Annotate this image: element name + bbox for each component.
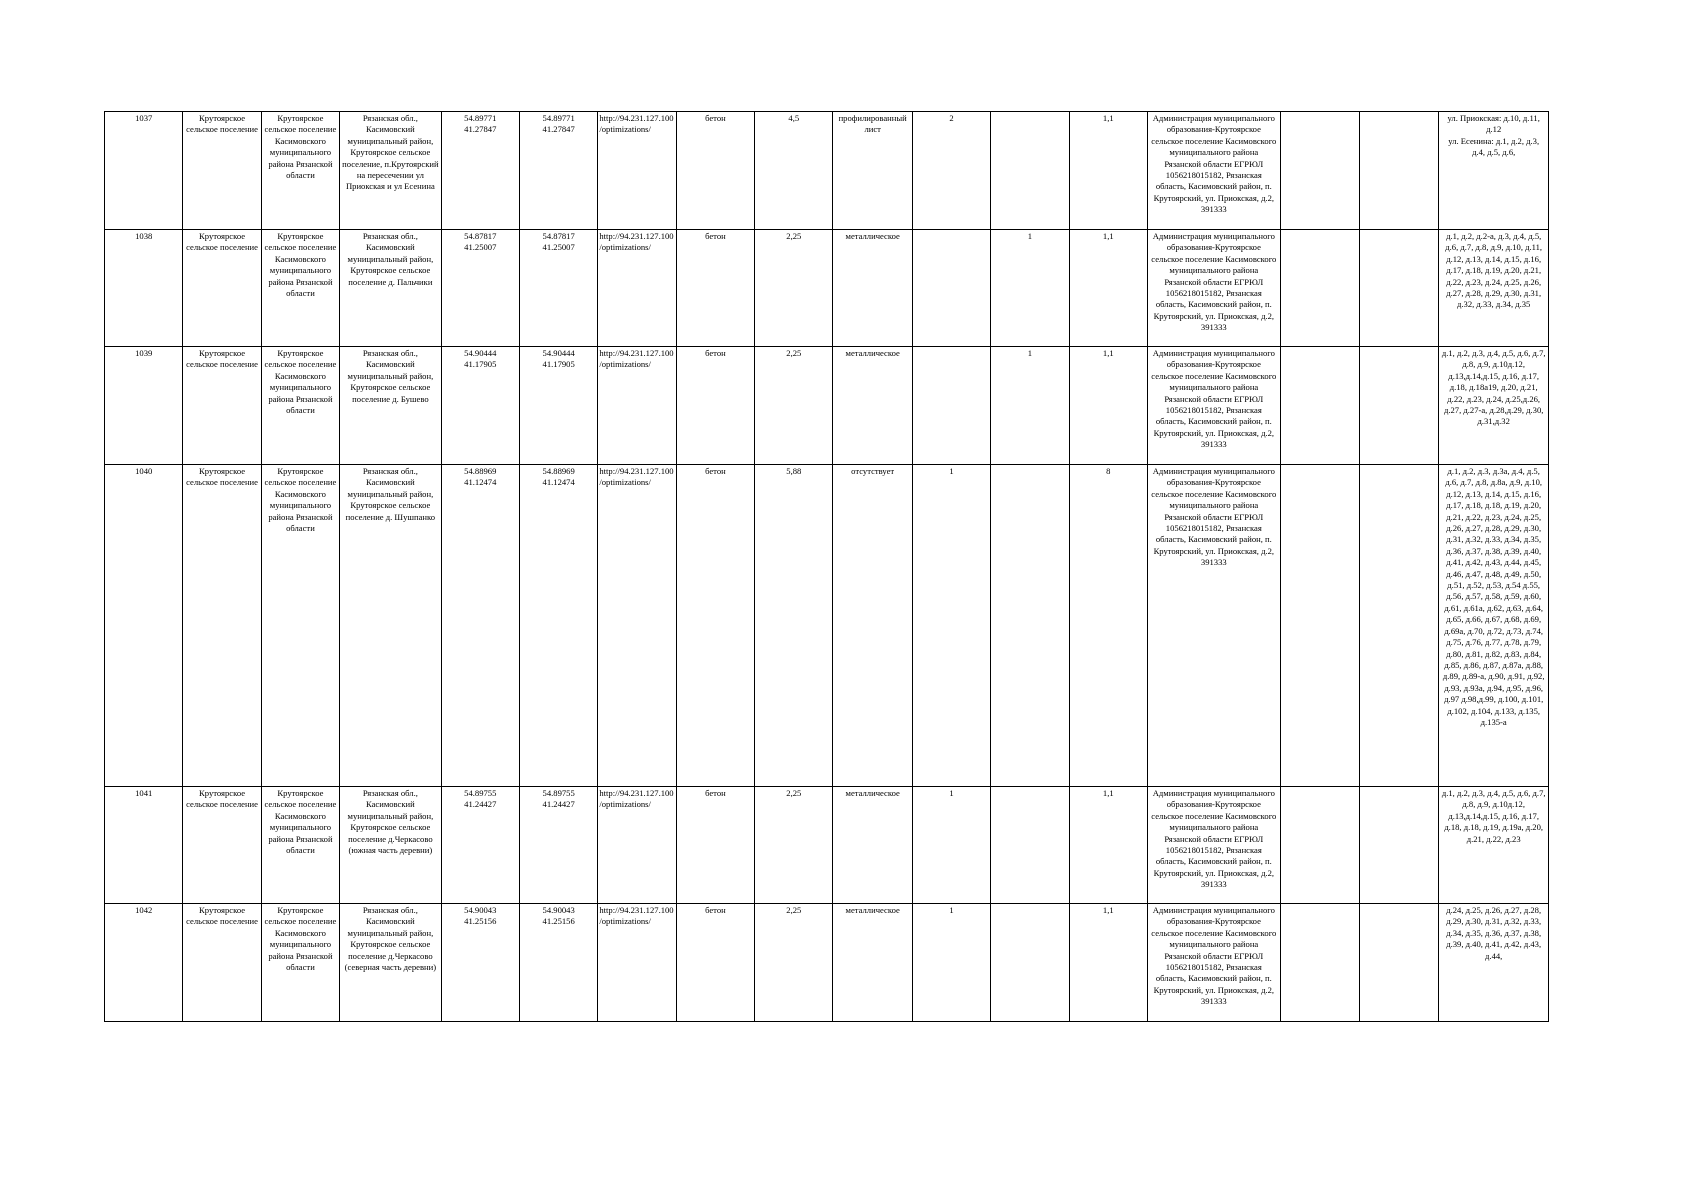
empty-cell <box>1360 465 1439 787</box>
latitude-value: 54.88969 <box>464 466 497 476</box>
fence-cell: металлическое <box>833 230 912 347</box>
owner-body-cell: Крутоярское сельское поселение Касимовского муниципального района Рязанской области <box>261 230 339 347</box>
fence-cell: металлическое <box>833 904 912 1022</box>
longitude-value: 41.27847 <box>464 124 497 135</box>
longitude-value: 41.12474 <box>542 477 575 488</box>
latitude-value: 54.89755 <box>464 788 497 798</box>
row-number-cell: 1038 <box>105 230 183 347</box>
empty-cell <box>1360 787 1439 904</box>
row-number-cell: 1042 <box>105 904 183 1022</box>
longitude-value: 41.12474 <box>464 477 497 488</box>
longitude-value: 41.25007 <box>464 242 497 253</box>
container-sites-table <box>104 111 1549 1022</box>
area-cell: 2,25 <box>755 347 833 465</box>
longitude-value: 41.24427 <box>464 799 497 810</box>
volume-cell: 1,1 <box>1069 904 1147 1022</box>
coordinates-dup-cell <box>519 904 597 1022</box>
address-cell: Рязанская обл., Касимовский муниципальный район, Крутоярское сельское поселение д. Бушево <box>340 347 441 465</box>
settlement-cell: Крутоярское сельское поселение <box>183 465 261 787</box>
empty-cell <box>1280 230 1359 347</box>
empty-cell <box>1360 112 1439 230</box>
container-count-alt-cell: 1 <box>991 230 1069 347</box>
empty-cell <box>1360 230 1439 347</box>
container-count-alt-cell <box>991 465 1069 787</box>
container-count-alt-cell <box>991 787 1069 904</box>
address-cell: Рязанская обл., Касимовский муниципальный район, Крутоярское сельское поселение д. Пальчики <box>340 230 441 347</box>
address-cell: Рязанская обл., Касимовский муниципальный район, Крутоярское сельское поселение д. Шушпанко <box>340 465 441 787</box>
surface-cell: бетон <box>676 465 754 787</box>
url-cell: http://94.231.127.100/optimizations/ <box>598 112 676 230</box>
url-cell: http://94.231.127.100/optimizations/ <box>598 347 676 465</box>
coordinates-cell <box>441 347 519 465</box>
url-cell: http://94.231.127.100/optimizations/ <box>598 904 676 1022</box>
table-row <box>105 465 1549 787</box>
coordinates-dup-cell <box>519 230 597 347</box>
container-count-cell: 1 <box>912 904 990 1022</box>
empty-cell <box>1360 347 1439 465</box>
url-cell: http://94.231.127.100/optimizations/ <box>598 787 676 904</box>
longitude-value: 41.17905 <box>542 359 575 370</box>
owner-body-cell: Крутоярское сельское поселение Касимовского муниципального района Рязанской области <box>261 112 339 230</box>
volume-cell: 1,1 <box>1069 787 1147 904</box>
coordinates-dup-cell <box>519 787 597 904</box>
volume-cell: 1,1 <box>1069 112 1147 230</box>
fence-cell: профилированный лист <box>833 112 912 230</box>
container-count-cell: 1 <box>912 787 990 904</box>
surface-cell: бетон <box>676 347 754 465</box>
area-cell: 2,25 <box>755 230 833 347</box>
owner-body-cell: Крутоярское сельское поселение Касимовского муниципального района Рязанской области <box>261 465 339 787</box>
coordinates-dup-cell <box>519 347 597 465</box>
latitude-value: 54.90444 <box>464 348 497 358</box>
address-cell: Рязанская обл., Касимовский муниципальный район, Крутоярское сельское поселение д.Черкасово (северная часть деревни) <box>340 904 441 1022</box>
area-cell: 4,5 <box>755 112 833 230</box>
sources-cell <box>1439 112 1549 230</box>
fence-cell: отсутствует <box>833 465 912 787</box>
url-cell: http://94.231.127.100/optimizations/ <box>598 230 676 347</box>
owner-body-cell: Крутоярское сельское поселение Касимовского муниципального района Рязанской области <box>261 904 339 1022</box>
row-number-cell: 1041 <box>105 787 183 904</box>
longitude-value: 41.27847 <box>542 124 575 135</box>
operator-cell: Администрация муниципального образования-Крутоярское сельское поселение Касимовского муниципального района Рязанской области ЕГРЮЛ 1056218015182, Рязанская область, Касимовский район, п. Крутоярский, ул. Приокская, д.2, 391333 <box>1147 347 1280 465</box>
empty-cell <box>1280 787 1359 904</box>
row-number-cell: 1040 <box>105 465 183 787</box>
surface-cell: бетон <box>676 787 754 904</box>
owner-body-cell: Крутоярское сельское поселение Касимовского муниципального района Рязанской области <box>261 787 339 904</box>
table-row <box>105 787 1549 904</box>
surface-cell: бетон <box>676 230 754 347</box>
table-row <box>105 230 1549 347</box>
longitude-value: 41.25156 <box>464 916 497 927</box>
operator-cell: Администрация муниципального образования-Крутоярское сельское поселение Касимовского муниципального района Рязанской области ЕГРЮЛ 1056218015182, Рязанская область, Касимовский район, п. Крутоярский, ул. Приокская, д.2, 391333 <box>1147 904 1280 1022</box>
coordinates-cell <box>441 112 519 230</box>
owner-body-cell: Крутоярское сельское поселение Касимовского муниципального района Рязанской области <box>261 347 339 465</box>
coordinates-dup-cell <box>519 112 597 230</box>
latitude-value: 54.90043 <box>542 905 575 915</box>
sources-line: ул. Приокская: д.10, д.11, д.12 <box>1447 113 1540 135</box>
operator-cell: Администрация муниципального образования-Крутоярское сельское поселение Касимовского муниципального района Рязанской области ЕГРЮЛ 1056218015182, Рязанская область, Касимовский район, п. Крутоярский, ул. Приокская, д.2, 391333 <box>1147 230 1280 347</box>
coordinates-cell <box>441 787 519 904</box>
latitude-value: 54.89755 <box>542 788 575 798</box>
latitude-value: 54.90043 <box>464 905 497 915</box>
operator-cell: Администрация муниципального образования-Крутоярское сельское поселение Касимовского муниципального района Рязанской области ЕГРЮЛ 1056218015182, Рязанская область, Касимовский район, п. Крутоярский, ул. Приокская, д.2, 391333 <box>1147 787 1280 904</box>
longitude-value: 41.24427 <box>542 799 575 810</box>
table-row <box>105 112 1549 230</box>
empty-cell <box>1280 347 1359 465</box>
settlement-cell: Крутоярское сельское поселение <box>183 112 261 230</box>
area-cell: 2,25 <box>755 787 833 904</box>
operator-cell: Администрация муниципального образования-Крутоярское сельское поселение Касимовского муниципального района Рязанской области ЕГРЮЛ 1056218015182, Рязанская область, Касимовский район, п. Крутоярский, ул. Приокская, д.2, 391333 <box>1147 465 1280 787</box>
latitude-value: 54.87817 <box>542 231 575 241</box>
container-count-alt-cell: 1 <box>991 347 1069 465</box>
address-cell: Рязанская обл., Касимовский муниципальный район, Крутоярское сельское поселение д.Черкасово (южная часть деревни) <box>340 787 441 904</box>
container-count-cell <box>912 347 990 465</box>
url-cell: http://94.231.127.100/optimizations/ <box>598 465 676 787</box>
surface-cell: бетон <box>676 112 754 230</box>
volume-cell: 8 <box>1069 465 1147 787</box>
empty-cell <box>1280 904 1359 1022</box>
row-number-cell: 1039 <box>105 347 183 465</box>
sources-line: ул. Есенина: д.1, д.2, д.3, д.4, д.5, д.6, <box>1448 135 1540 158</box>
settlement-cell: Крутоярское сельское поселение <box>183 347 261 465</box>
volume-cell: 1,1 <box>1069 230 1147 347</box>
container-count-cell <box>912 230 990 347</box>
table-row <box>105 347 1549 465</box>
area-cell: 2,25 <box>755 904 833 1022</box>
sources-cell: д.1, д.2, д.2-а, д.3, д.4, д.5, д.6, д.7, д.8, д.9, д.10, д.11, д.12, д.13, д.14, д.15, д.16, д.17, д.18, д.19, д.20, д.21, д.22, д.23, д.24, д.25, д.26, д.27, д.28, д.29, д.30, д.31, д.32, д.33, д.34, д.35 <box>1439 230 1549 347</box>
empty-cell <box>1280 465 1359 787</box>
latitude-value: 54.89771 <box>464 113 497 123</box>
sources-cell: д.1, д.2, д.3, д.3а, д.4, д.5, д.6, д.7, д.8, д.8а, д.9, д.10, д.12, д.13, д.14, д.15, д.16, д.17, д.18, д.18, д.19, д.20, д.21, д.22, д.23, д.24, д.25, д.26, д.27, д.28, д.29, д.30, д.31, д.32, д.33, д.34, д.35, д.36, д.37, д.38, д.39, д.40, д.41, д.42, д.43, д.44, д.45, д.46, д.47, д.48, д.49, д.50, д.51, д.52, д.53, д.54 д.55, д.56, д.57, д.58, д.59, д.60, д.61, д.61а, д.62, д.63, д.64, д.65, д.66, д.67, д.68, д.69, д.69а, д.70, д.72, д.73, д.74, д.75, д.76, д.77, д.78, д.79, д.80, д.81, д.82, д.83, д.84, д.85, д.86, д.87, д.87а, д.88, д.89, д.89-а, д.90, д.91, д.92, д.93, д.93а, д.94, д.95, д.96, д.97 д.98,д.99, д.100, д.101, д.102, д.104, д.133, д.135, д.135-а <box>1439 465 1549 787</box>
latitude-value: 54.87817 <box>464 231 497 241</box>
sources-cell: д.1, д.2, д.3, д.4, д.5, д.6, д.7, д.8, д.9, д.10д.12, д.13,д.14,д.15, д.16, д.17, д.18, д.18а19, д.20, д.21, д.22, д.23, д.24, д.25,д.26, д.27, д.27-а, д.28,д.29, д.30, д.31,д.32 <box>1439 347 1549 465</box>
container-count-cell: 2 <box>912 112 990 230</box>
coordinates-cell <box>441 904 519 1022</box>
area-cell: 5,88 <box>755 465 833 787</box>
coordinates-cell <box>441 465 519 787</box>
fence-cell: металлическое <box>833 787 912 904</box>
longitude-value: 41.25007 <box>542 242 575 253</box>
empty-cell <box>1360 904 1439 1022</box>
container-count-alt-cell <box>991 112 1069 230</box>
longitude-value: 41.25156 <box>542 916 575 927</box>
sources-cell: д.1, д.2, д.3, д.4, д.5, д.6, д.7, д.8, д.9, д.10д.12, д.13,д.14,д.15, д.16, д.17, д.18, д.18, д.19, д.19а, д.20, д.21, д.22, д.23 <box>1439 787 1549 904</box>
volume-cell: 1,1 <box>1069 347 1147 465</box>
settlement-cell: Крутоярское сельское поселение <box>183 230 261 347</box>
table-body <box>105 112 1549 1022</box>
empty-cell <box>1280 112 1359 230</box>
container-count-cell: 1 <box>912 465 990 787</box>
settlement-cell: Крутоярское сельское поселение <box>183 904 261 1022</box>
coordinates-dup-cell <box>519 465 597 787</box>
table-row <box>105 904 1549 1022</box>
container-count-alt-cell <box>991 904 1069 1022</box>
latitude-value: 54.90444 <box>542 348 575 358</box>
settlement-cell: Крутоярское сельское поселение <box>183 787 261 904</box>
coordinates-cell <box>441 230 519 347</box>
surface-cell: бетон <box>676 904 754 1022</box>
longitude-value: 41.17905 <box>464 359 497 370</box>
latitude-value: 54.88969 <box>542 466 575 476</box>
fence-cell: металлическое <box>833 347 912 465</box>
sources-cell: д.24, д.25, д.26, д.27, д.28, д.29, д.30, д.31, д.32, д.33, д.34, д.35, д.36, д.37, д.38, д.39, д.40, д.41, д.42, д.43, д.44, <box>1439 904 1549 1022</box>
operator-cell: Администрация муниципального образования-Крутоярское сельское поселение Касимовского муниципального района Рязанской области ЕГРЮЛ 1056218015182, Рязанская область, Касимовский район, п. Крутоярский, ул. Приокская, д.2, 391333 <box>1147 112 1280 230</box>
latitude-value: 54.89771 <box>542 113 575 123</box>
address-cell: Рязанская обл., Касимовский муниципальный район, Крутоярское сельское поселение, п.Крутоярский на пересечении ул Приокская и ул Есенина <box>340 112 441 230</box>
row-number-cell: 1037 <box>105 112 183 230</box>
